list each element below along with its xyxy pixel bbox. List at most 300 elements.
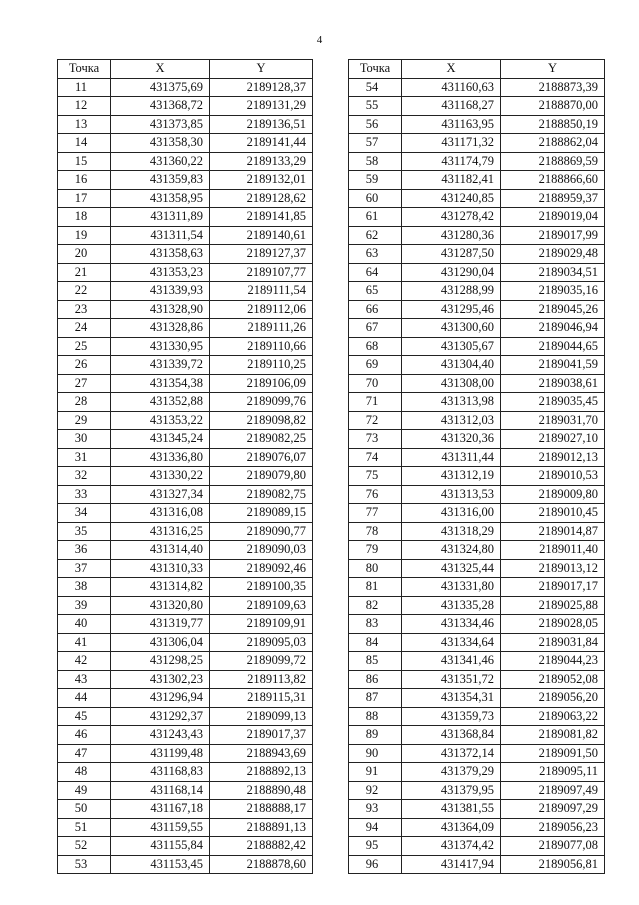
cell-point: 65 bbox=[349, 282, 402, 301]
table-row bbox=[58, 689, 313, 708]
cell-x: 431345,24 bbox=[111, 430, 210, 449]
table-row bbox=[58, 374, 313, 393]
cell-point: 53 bbox=[58, 855, 111, 874]
cell-x: 431339,93 bbox=[111, 282, 210, 301]
cell-point: 83 bbox=[349, 615, 402, 634]
cell-y: 2189109,91 bbox=[210, 615, 313, 634]
cell-x: 431358,30 bbox=[111, 134, 210, 153]
cell-y: 2189029,48 bbox=[501, 245, 605, 264]
cell-y: 2189017,99 bbox=[501, 226, 605, 245]
cell-point: 78 bbox=[349, 522, 402, 541]
table-row bbox=[58, 855, 313, 874]
cell-x: 431199,48 bbox=[111, 744, 210, 763]
cell-point: 70 bbox=[349, 374, 402, 393]
table-header-row bbox=[58, 60, 313, 79]
table-row bbox=[58, 707, 313, 726]
cell-y: 2189014,87 bbox=[501, 522, 605, 541]
cell-y: 2188870,00 bbox=[501, 97, 605, 116]
cell-y: 2189056,81 bbox=[501, 855, 605, 874]
header-point: Точка bbox=[58, 60, 111, 79]
cell-y: 2189044,65 bbox=[501, 337, 605, 356]
cell-x: 431352,88 bbox=[111, 393, 210, 412]
cell-x: 431287,50 bbox=[402, 245, 501, 264]
cell-y: 2189141,85 bbox=[210, 208, 313, 227]
cell-x: 431368,72 bbox=[111, 97, 210, 116]
header-y: Y bbox=[501, 60, 605, 79]
cell-x: 431316,00 bbox=[402, 504, 501, 523]
cell-y: 2189045,26 bbox=[501, 300, 605, 319]
table-row bbox=[58, 393, 313, 412]
cell-point: 49 bbox=[58, 781, 111, 800]
cell-y: 2189113,82 bbox=[210, 670, 313, 689]
cell-x: 431311,89 bbox=[111, 208, 210, 227]
table-row bbox=[58, 115, 313, 134]
table-row bbox=[349, 134, 605, 153]
table-row bbox=[349, 430, 605, 449]
cell-y: 2189056,23 bbox=[501, 818, 605, 837]
cell-point: 62 bbox=[349, 226, 402, 245]
cell-point: 51 bbox=[58, 818, 111, 837]
cell-x: 431295,46 bbox=[402, 300, 501, 319]
table-row bbox=[349, 319, 605, 338]
cell-x: 431305,67 bbox=[402, 337, 501, 356]
cell-y: 2188892,13 bbox=[210, 763, 313, 782]
cell-y: 2189077,08 bbox=[501, 837, 605, 856]
header-x: X bbox=[111, 60, 210, 79]
table-row bbox=[349, 467, 605, 486]
table-row bbox=[58, 652, 313, 671]
cell-point: 45 bbox=[58, 707, 111, 726]
table-row bbox=[349, 226, 605, 245]
cell-point: 26 bbox=[58, 356, 111, 375]
table-row bbox=[58, 97, 313, 116]
cell-point: 79 bbox=[349, 541, 402, 560]
table-row bbox=[58, 670, 313, 689]
cell-x: 431353,22 bbox=[111, 411, 210, 430]
cell-y: 2189090,77 bbox=[210, 522, 313, 541]
table-row bbox=[58, 430, 313, 449]
cell-x: 431373,85 bbox=[111, 115, 210, 134]
cell-point: 92 bbox=[349, 781, 402, 800]
cell-point: 20 bbox=[58, 245, 111, 264]
table-row bbox=[349, 485, 605, 504]
table-row bbox=[58, 559, 313, 578]
cell-y: 2189038,61 bbox=[501, 374, 605, 393]
cell-x: 431335,28 bbox=[402, 596, 501, 615]
table-row bbox=[58, 763, 313, 782]
table-row bbox=[58, 226, 313, 245]
cell-x: 431168,27 bbox=[402, 97, 501, 116]
cell-point: 71 bbox=[349, 393, 402, 412]
cell-point: 66 bbox=[349, 300, 402, 319]
table-row bbox=[58, 818, 313, 837]
table-row bbox=[58, 837, 313, 856]
cell-x: 431163,95 bbox=[402, 115, 501, 134]
table-row bbox=[58, 189, 313, 208]
cell-point: 85 bbox=[349, 652, 402, 671]
cell-point: 33 bbox=[58, 485, 111, 504]
cell-x: 431310,33 bbox=[111, 559, 210, 578]
cell-y: 2189044,23 bbox=[501, 652, 605, 671]
cell-x: 431316,25 bbox=[111, 522, 210, 541]
cell-point: 50 bbox=[58, 800, 111, 819]
table-row bbox=[349, 596, 605, 615]
cell-y: 2189107,77 bbox=[210, 263, 313, 282]
cell-y: 2189063,22 bbox=[501, 707, 605, 726]
table-row bbox=[349, 818, 605, 837]
cell-x: 431319,77 bbox=[111, 615, 210, 634]
cell-y: 2189111,54 bbox=[210, 282, 313, 301]
cell-y: 2189012,13 bbox=[501, 448, 605, 467]
cell-x: 431302,23 bbox=[111, 670, 210, 689]
cell-y: 2189110,25 bbox=[210, 356, 313, 375]
table-row bbox=[349, 633, 605, 652]
cell-point: 34 bbox=[58, 504, 111, 523]
cell-x: 431324,80 bbox=[402, 541, 501, 560]
table-row bbox=[349, 689, 605, 708]
cell-x: 431290,04 bbox=[402, 263, 501, 282]
table-row bbox=[349, 800, 605, 819]
cell-y: 2189027,10 bbox=[501, 430, 605, 449]
table-row bbox=[58, 263, 313, 282]
cell-point: 28 bbox=[58, 393, 111, 412]
table-row bbox=[58, 134, 313, 153]
cell-y: 2189041,59 bbox=[501, 356, 605, 375]
cell-y: 2189127,37 bbox=[210, 245, 313, 264]
cell-y: 2189013,12 bbox=[501, 559, 605, 578]
cell-y: 2189099,72 bbox=[210, 652, 313, 671]
cell-x: 431320,36 bbox=[402, 430, 501, 449]
table-row bbox=[58, 78, 313, 97]
table-row bbox=[349, 578, 605, 597]
cell-point: 80 bbox=[349, 559, 402, 578]
cell-x: 431381,55 bbox=[402, 800, 501, 819]
table-row bbox=[58, 615, 313, 634]
cell-point: 39 bbox=[58, 596, 111, 615]
cell-x: 431359,73 bbox=[402, 707, 501, 726]
cell-point: 14 bbox=[58, 134, 111, 153]
cell-y: 2189131,29 bbox=[210, 97, 313, 116]
cell-x: 431312,19 bbox=[402, 467, 501, 486]
table-row bbox=[349, 300, 605, 319]
cell-x: 431240,85 bbox=[402, 189, 501, 208]
cell-y: 2189115,31 bbox=[210, 689, 313, 708]
cell-point: 30 bbox=[58, 430, 111, 449]
cell-x: 431372,14 bbox=[402, 744, 501, 763]
cell-point: 61 bbox=[349, 208, 402, 227]
cell-x: 431313,98 bbox=[402, 393, 501, 412]
table-row bbox=[58, 800, 313, 819]
table-row bbox=[58, 411, 313, 430]
cell-point: 38 bbox=[58, 578, 111, 597]
cell-point: 94 bbox=[349, 818, 402, 837]
cell-y: 2189091,50 bbox=[501, 744, 605, 763]
cell-x: 431339,72 bbox=[111, 356, 210, 375]
table-row bbox=[58, 356, 313, 375]
cell-y: 2188888,17 bbox=[210, 800, 313, 819]
cell-x: 431168,83 bbox=[111, 763, 210, 782]
cell-x: 431296,94 bbox=[111, 689, 210, 708]
cell-y: 2189028,05 bbox=[501, 615, 605, 634]
cell-y: 2189079,80 bbox=[210, 467, 313, 486]
table-row bbox=[58, 448, 313, 467]
coordinates-table-left bbox=[57, 59, 313, 874]
table-row bbox=[349, 171, 605, 190]
cell-point: 90 bbox=[349, 744, 402, 763]
cell-y: 2189034,51 bbox=[501, 263, 605, 282]
cell-x: 431368,84 bbox=[402, 726, 501, 745]
cell-y: 2189133,29 bbox=[210, 152, 313, 171]
cell-point: 36 bbox=[58, 541, 111, 560]
table-row bbox=[58, 282, 313, 301]
header-y: Y bbox=[210, 60, 313, 79]
cell-y: 2189010,45 bbox=[501, 504, 605, 523]
cell-x: 431320,80 bbox=[111, 596, 210, 615]
cell-x: 431318,29 bbox=[402, 522, 501, 541]
cell-x: 431351,72 bbox=[402, 670, 501, 689]
cell-point: 11 bbox=[58, 78, 111, 97]
table-row bbox=[58, 485, 313, 504]
table-row bbox=[58, 300, 313, 319]
cell-y: 2188862,04 bbox=[501, 134, 605, 153]
cell-x: 431375,69 bbox=[111, 78, 210, 97]
cell-point: 16 bbox=[58, 171, 111, 190]
cell-x: 431316,08 bbox=[111, 504, 210, 523]
cell-point: 44 bbox=[58, 689, 111, 708]
table-row bbox=[349, 726, 605, 745]
cell-y: 2189098,82 bbox=[210, 411, 313, 430]
coordinates-table-right bbox=[348, 59, 605, 874]
cell-x: 431354,38 bbox=[111, 374, 210, 393]
cell-x: 431306,04 bbox=[111, 633, 210, 652]
table-row bbox=[349, 356, 605, 375]
cell-x: 431341,46 bbox=[402, 652, 501, 671]
cell-point: 59 bbox=[349, 171, 402, 190]
table-row bbox=[349, 448, 605, 467]
table-row bbox=[349, 652, 605, 671]
table-row bbox=[58, 467, 313, 486]
table-row bbox=[349, 781, 605, 800]
cell-x: 431328,90 bbox=[111, 300, 210, 319]
cell-point: 76 bbox=[349, 485, 402, 504]
cell-point: 56 bbox=[349, 115, 402, 134]
cell-y: 2189009,80 bbox=[501, 485, 605, 504]
cell-point: 15 bbox=[58, 152, 111, 171]
cell-point: 13 bbox=[58, 115, 111, 134]
cell-point: 48 bbox=[58, 763, 111, 782]
cell-point: 21 bbox=[58, 263, 111, 282]
cell-x: 431243,43 bbox=[111, 726, 210, 745]
cell-y: 2189082,75 bbox=[210, 485, 313, 504]
table-row bbox=[58, 633, 313, 652]
cell-y: 2189031,70 bbox=[501, 411, 605, 430]
cell-point: 43 bbox=[58, 670, 111, 689]
cell-y: 2189095,03 bbox=[210, 633, 313, 652]
cell-x: 431159,55 bbox=[111, 818, 210, 837]
cell-point: 60 bbox=[349, 189, 402, 208]
table-row bbox=[349, 263, 605, 282]
cell-y: 2189017,17 bbox=[501, 578, 605, 597]
cell-x: 431360,22 bbox=[111, 152, 210, 171]
cell-x: 431330,95 bbox=[111, 337, 210, 356]
cell-point: 40 bbox=[58, 615, 111, 634]
cell-point: 24 bbox=[58, 319, 111, 338]
table-row bbox=[58, 504, 313, 523]
cell-point: 37 bbox=[58, 559, 111, 578]
cell-point: 73 bbox=[349, 430, 402, 449]
cell-point: 75 bbox=[349, 467, 402, 486]
table-row bbox=[58, 596, 313, 615]
table-row bbox=[58, 726, 313, 745]
cell-y: 2189097,49 bbox=[501, 781, 605, 800]
cell-x: 431155,84 bbox=[111, 837, 210, 856]
table-row bbox=[349, 78, 605, 97]
cell-x: 431325,44 bbox=[402, 559, 501, 578]
table-row bbox=[349, 374, 605, 393]
cell-point: 18 bbox=[58, 208, 111, 227]
cell-y: 2189141,44 bbox=[210, 134, 313, 153]
cell-x: 431288,99 bbox=[402, 282, 501, 301]
cell-point: 31 bbox=[58, 448, 111, 467]
cell-y: 2189011,40 bbox=[501, 541, 605, 560]
cell-x: 431300,60 bbox=[402, 319, 501, 338]
cell-point: 87 bbox=[349, 689, 402, 708]
table-row bbox=[349, 337, 605, 356]
cell-x: 431298,25 bbox=[111, 652, 210, 671]
cell-point: 93 bbox=[349, 800, 402, 819]
cell-y: 2189089,15 bbox=[210, 504, 313, 523]
cell-y: 2189099,76 bbox=[210, 393, 313, 412]
cell-x: 431313,53 bbox=[402, 485, 501, 504]
cell-point: 58 bbox=[349, 152, 402, 171]
table-row bbox=[58, 152, 313, 171]
cell-point: 19 bbox=[58, 226, 111, 245]
cell-x: 431308,00 bbox=[402, 374, 501, 393]
cell-x: 431358,95 bbox=[111, 189, 210, 208]
cell-point: 52 bbox=[58, 837, 111, 856]
cell-y: 2189106,09 bbox=[210, 374, 313, 393]
table-row bbox=[58, 578, 313, 597]
cell-y: 2189056,20 bbox=[501, 689, 605, 708]
cell-x: 431358,63 bbox=[111, 245, 210, 264]
cell-x: 431331,80 bbox=[402, 578, 501, 597]
table-row bbox=[349, 615, 605, 634]
cell-point: 54 bbox=[349, 78, 402, 97]
table-row bbox=[58, 541, 313, 560]
cell-x: 431311,44 bbox=[402, 448, 501, 467]
cell-x: 431314,40 bbox=[111, 541, 210, 560]
table-row bbox=[58, 337, 313, 356]
cell-y: 2189010,53 bbox=[501, 467, 605, 486]
cell-x: 431160,63 bbox=[402, 78, 501, 97]
cell-point: 84 bbox=[349, 633, 402, 652]
table-row bbox=[349, 855, 605, 874]
table-row bbox=[349, 504, 605, 523]
cell-x: 431167,18 bbox=[111, 800, 210, 819]
cell-y: 2189046,94 bbox=[501, 319, 605, 338]
table-row bbox=[349, 282, 605, 301]
cell-x: 431330,22 bbox=[111, 467, 210, 486]
table-row bbox=[349, 744, 605, 763]
cell-point: 68 bbox=[349, 337, 402, 356]
cell-y: 2189109,63 bbox=[210, 596, 313, 615]
cell-point: 42 bbox=[58, 652, 111, 671]
cell-y: 2189090,03 bbox=[210, 541, 313, 560]
cell-y: 2189031,84 bbox=[501, 633, 605, 652]
cell-x: 431182,41 bbox=[402, 171, 501, 190]
cell-y: 2189110,66 bbox=[210, 337, 313, 356]
cell-point: 96 bbox=[349, 855, 402, 874]
cell-point: 55 bbox=[349, 97, 402, 116]
header-point: Точка bbox=[349, 60, 402, 79]
cell-y: 2189076,07 bbox=[210, 448, 313, 467]
cell-x: 431336,80 bbox=[111, 448, 210, 467]
cell-x: 431364,09 bbox=[402, 818, 501, 837]
cell-x: 431334,64 bbox=[402, 633, 501, 652]
table-row bbox=[58, 171, 313, 190]
cell-y: 2188873,39 bbox=[501, 78, 605, 97]
table-row bbox=[58, 522, 313, 541]
table-row bbox=[349, 522, 605, 541]
table-row bbox=[58, 744, 313, 763]
cell-point: 41 bbox=[58, 633, 111, 652]
cell-point: 89 bbox=[349, 726, 402, 745]
table-row bbox=[349, 208, 605, 227]
cell-x: 431174,79 bbox=[402, 152, 501, 171]
cell-x: 431312,03 bbox=[402, 411, 501, 430]
table-row bbox=[349, 559, 605, 578]
table-row bbox=[349, 189, 605, 208]
cell-y: 2189092,46 bbox=[210, 559, 313, 578]
cell-x: 431328,86 bbox=[111, 319, 210, 338]
cell-point: 12 bbox=[58, 97, 111, 116]
cell-x: 431314,82 bbox=[111, 578, 210, 597]
cell-point: 47 bbox=[58, 744, 111, 763]
cell-y: 2189035,45 bbox=[501, 393, 605, 412]
table-row bbox=[349, 115, 605, 134]
cell-x: 431292,37 bbox=[111, 707, 210, 726]
cell-y: 2189136,51 bbox=[210, 115, 313, 134]
cell-y: 2189128,62 bbox=[210, 189, 313, 208]
cell-point: 72 bbox=[349, 411, 402, 430]
cell-point: 81 bbox=[349, 578, 402, 597]
cell-point: 25 bbox=[58, 337, 111, 356]
table-row bbox=[349, 152, 605, 171]
cell-y: 2189100,35 bbox=[210, 578, 313, 597]
cell-y: 2189111,26 bbox=[210, 319, 313, 338]
cell-point: 32 bbox=[58, 467, 111, 486]
cell-point: 27 bbox=[58, 374, 111, 393]
cell-x: 431171,32 bbox=[402, 134, 501, 153]
cell-point: 22 bbox=[58, 282, 111, 301]
cell-x: 431311,54 bbox=[111, 226, 210, 245]
cell-point: 63 bbox=[349, 245, 402, 264]
cell-y: 2188878,60 bbox=[210, 855, 313, 874]
cell-y: 2188890,48 bbox=[210, 781, 313, 800]
cell-y: 2188869,59 bbox=[501, 152, 605, 171]
cell-x: 431304,40 bbox=[402, 356, 501, 375]
cell-point: 57 bbox=[349, 134, 402, 153]
table-row bbox=[349, 837, 605, 856]
cell-x: 431379,29 bbox=[402, 763, 501, 782]
table-row bbox=[349, 245, 605, 264]
cell-y: 2189097,29 bbox=[501, 800, 605, 819]
header-x: X bbox=[402, 60, 501, 79]
cell-y: 2189140,61 bbox=[210, 226, 313, 245]
cell-x: 431374,42 bbox=[402, 837, 501, 856]
cell-point: 82 bbox=[349, 596, 402, 615]
cell-point: 29 bbox=[58, 411, 111, 430]
